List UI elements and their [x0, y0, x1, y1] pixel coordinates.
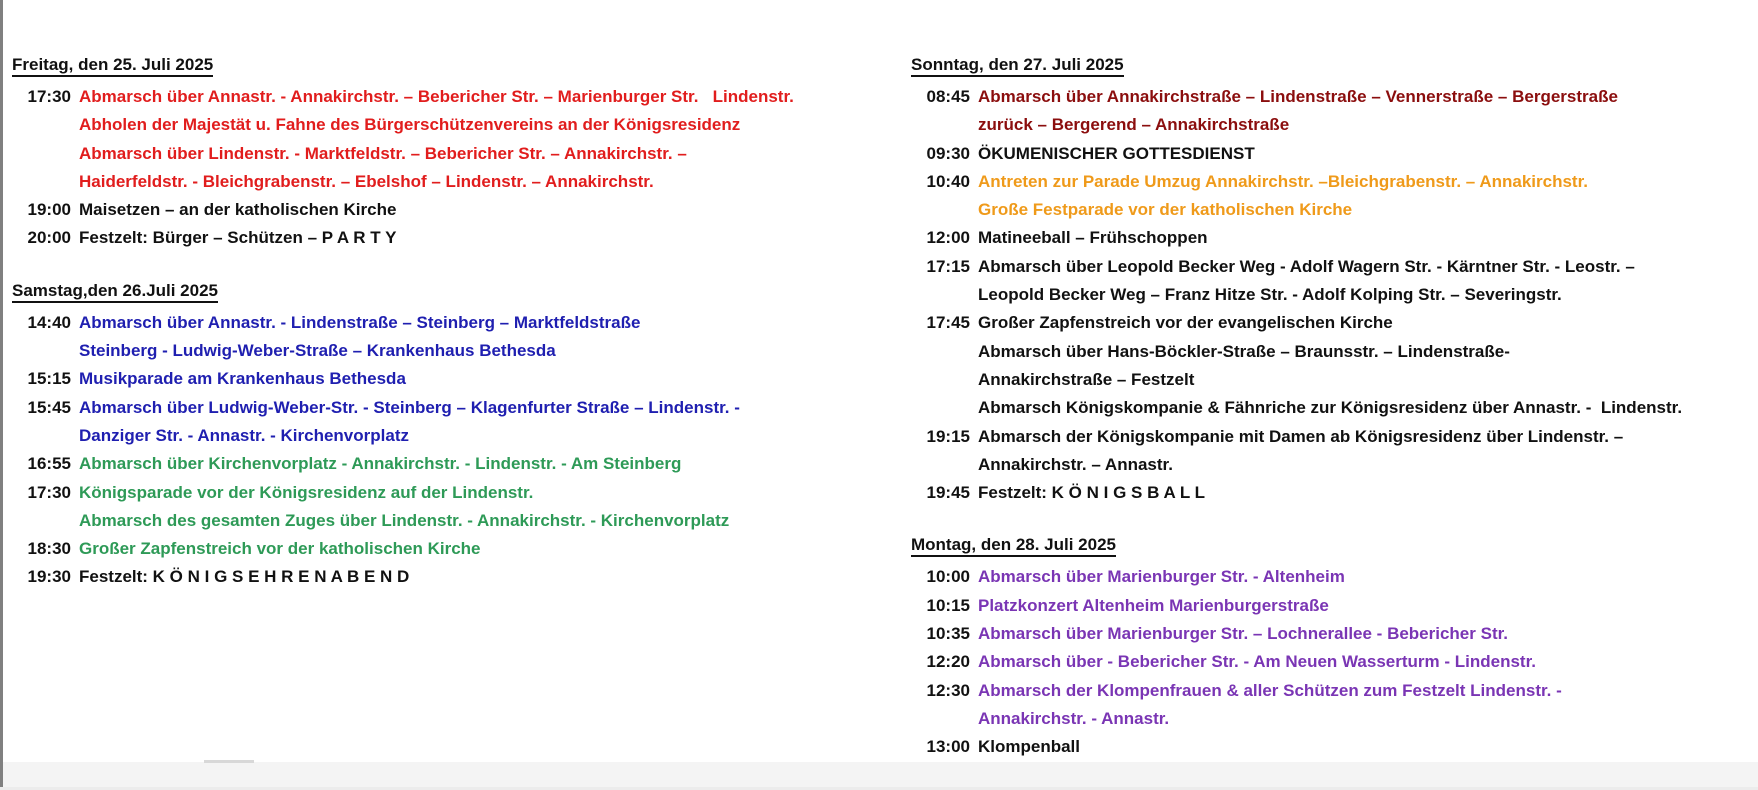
entry-description: [79, 224, 892, 252]
entry-line: Großer Zapfenstreich vor der katholischen Kirche: [79, 539, 481, 559]
schedule-entry: [911, 592, 1756, 620]
entry-description: [79, 394, 892, 451]
entry-description: [79, 196, 892, 224]
schedule-entry: [12, 83, 892, 196]
entry-line: Festzelt: Bürger – Schützen – P A R T Y: [79, 228, 397, 248]
bottom-band: [0, 762, 1758, 787]
entry-time: 10:00: [926, 567, 970, 587]
entry-time: 13:00: [926, 737, 970, 757]
schedule-entry: [12, 479, 892, 536]
entry-line: Leopold Becker Weg – Franz Hitze Str. - Adolf Kolping Str. – Severingstr.: [978, 285, 1562, 305]
entry-time: 17:15: [926, 256, 970, 276]
bottom-mark: [204, 760, 254, 763]
entry-description: [978, 677, 1756, 734]
entry-time: 12:30: [926, 680, 970, 700]
entry-line: Abmarsch über Marienburger Str. – Lochnerallee - Bebericher Str.: [978, 624, 1509, 644]
day-section: [12, 281, 892, 592]
entry-line: Haiderfeldstr. - Bleichgrabenstr. – Ebelshof – Lindenstr. – Annakirchstr.: [79, 171, 654, 191]
entry-time: 17:30: [27, 482, 71, 502]
schedule-entry: [911, 620, 1756, 648]
entry-time: 17:30: [27, 87, 71, 106]
schedule-entry: [12, 224, 892, 252]
entry-time: 17:45: [926, 313, 970, 333]
entry-time: 14:40: [27, 312, 71, 332]
day-heading: Freitag, den 25. Juli 2025: [12, 55, 213, 77]
left-column: [12, 55, 892, 620]
day-heading: Sonntag, den 27. Juli 2025: [911, 55, 1124, 77]
entry-line: Abmarsch über Hans-Böckler-Straße – Braunsstr. – Lindenstraße-: [978, 341, 1510, 361]
entry-description: [978, 140, 1756, 168]
entry-description: [79, 563, 892, 591]
entry-line: Königsparade vor der Königsresidenz auf der Lindenstr.: [79, 482, 534, 502]
entry-time: 18:30: [27, 539, 71, 559]
day-heading: Montag, den 28. Juli 2025: [911, 535, 1116, 557]
entry-time: 10:15: [926, 595, 970, 615]
entry-description: [79, 365, 892, 393]
entry-description: [79, 535, 892, 563]
entry-description: [978, 733, 1756, 761]
entry-line: ÖKUMENISCHER GOTTESDIENST: [978, 143, 1255, 163]
day-section: [12, 55, 892, 253]
entry-time: 16:55: [27, 454, 71, 474]
schedule-entry: [12, 535, 892, 563]
entry-time: 12:00: [926, 228, 970, 248]
schedule-entry: [911, 309, 1756, 422]
entry-description: [79, 479, 892, 536]
schedule-entry: [911, 563, 1756, 591]
right-column: [911, 55, 1756, 790]
day-section: [911, 55, 1756, 507]
entry-time: 20:00: [27, 228, 71, 248]
entry-time: 10:40: [926, 171, 970, 191]
schedule-entry: [911, 733, 1756, 761]
schedule-entry: [12, 365, 892, 393]
schedule-entry: [911, 677, 1756, 734]
entry-time: 08:45: [926, 87, 970, 106]
entry-line: Abmarsch über Annastr. - Annakirchstr. – Bebericher Str. – Marienburger Str. Lindenstr.: [79, 87, 794, 106]
entry-line: Annakirchstr. – Annastr.: [978, 454, 1173, 474]
schedule-entry: [911, 648, 1756, 676]
entry-line: Abmarsch über Lindenstr. - Marktfeldstr. – Bebericher Str. – Annakirchstr. –: [79, 143, 687, 163]
schedule-entry: [911, 224, 1756, 252]
entry-time: 19:45: [926, 483, 970, 503]
schedule-entry: [911, 168, 1756, 225]
entry-line: Danziger Str. - Annastr. - Kirchenvorplatz: [79, 425, 409, 445]
schedule-entry: [12, 563, 892, 591]
entry-time: 10:35: [926, 624, 970, 644]
entry-description: [978, 563, 1756, 591]
entry-line: Große Festparade vor der katholischen Kirche: [978, 200, 1353, 220]
entry-description: [978, 309, 1756, 422]
entry-line: Abmarsch über Annastr. - Lindenstraße – Steinberg – Marktfeldstraße: [79, 312, 641, 332]
entry-time: 19:30: [27, 567, 71, 587]
left-edge-border: [0, 0, 3, 787]
entry-time: 19:15: [926, 426, 970, 446]
entry-line: Annakirchstraße – Festzelt: [978, 369, 1195, 389]
entry-line: zurück – Bergerend – Annakirchstraße: [978, 115, 1290, 135]
schedule-entry: [911, 140, 1756, 168]
entry-line: Abmarsch über Kirchenvorplatz - Annakirchstr. - Lindenstr. - Am Steinberg: [79, 454, 682, 474]
day-heading: Samstag,den 26.Juli 2025: [12, 281, 218, 303]
entry-time: 15:45: [27, 397, 71, 417]
schedule-entry: [911, 479, 1756, 507]
entry-line: Abmarsch über Annakirchstraße – Lindenstraße – Vennerstraße – Bergerstraße: [978, 87, 1618, 106]
entry-description: [79, 83, 892, 196]
entry-description: [978, 423, 1756, 480]
entry-line: Steinberg - Ludwig-Weber-Straße – Krankenhaus Bethesda: [79, 341, 556, 361]
entry-line: Abmarsch über Ludwig-Weber-Str. - Steinberg – Klagenfurter Straße – Lindenstr. -: [79, 397, 740, 417]
schedule-entry: [911, 423, 1756, 480]
entry-line: Abmarsch der Königskompanie mit Damen ab Königsresidenz über Lindenstr. –: [978, 426, 1624, 446]
schedule-entry: [12, 450, 892, 478]
entry-description: [978, 479, 1756, 507]
entry-line: Matineeball – Frühschoppen: [978, 228, 1208, 248]
entry-line: Maisetzen – an der katholischen Kirche: [79, 200, 397, 220]
entry-time: 19:00: [27, 200, 71, 220]
entry-line: Großer Zapfenstreich vor der evangelischen Kirche: [978, 313, 1393, 333]
entry-line: Annakirchstr. - Annastr.: [978, 708, 1170, 728]
entry-line: Abmarsch Königskompanie & Fähnriche zur Königsresidenz über Annastr. - Lindenstr.: [978, 398, 1683, 418]
entry-description: [978, 592, 1756, 620]
schedule-entry: [911, 83, 1756, 140]
entry-description: [978, 648, 1756, 676]
entry-time: 09:30: [926, 143, 970, 163]
entry-line: Abmarsch über - Bebericher Str. - Am Neuen Wasserturm - Lindenstr.: [978, 652, 1536, 672]
entry-line: Festzelt: K Ö N I G S E H R E N A B E N D: [79, 567, 410, 587]
entry-line: Platzkonzert Altenheim Marienburgerstraße: [978, 595, 1329, 615]
schedule-entry: [911, 253, 1756, 310]
entry-time: 12:20: [926, 652, 970, 672]
entry-line: Festzelt: K Ö N I G S B A L L: [978, 483, 1206, 503]
entry-description: [978, 168, 1756, 225]
day-section: [911, 535, 1756, 761]
entry-description: [978, 224, 1756, 252]
entry-description: [978, 83, 1756, 140]
entry-description: [978, 253, 1756, 310]
entry-line: Abmarsch über Leopold Becker Weg - Adolf Wagern Str. - Kärntner Str. - Leostr. –: [978, 256, 1635, 276]
schedule-entry: [12, 309, 892, 366]
entry-line: Abmarsch über Marienburger Str. - Altenheim: [978, 567, 1345, 587]
entry-line: Abholen der Majestät u. Fahne des Bürgerschützenvereins an der Königsresidenz: [79, 115, 741, 135]
entry-line: Antreten zur Parade Umzug Annakirchstr. –Bleichgrabenstr. – Annakirchstr.: [978, 171, 1588, 191]
entry-line: Musikparade am Krankenhaus Bethesda: [79, 369, 406, 389]
entry-line: Klompenball: [978, 737, 1081, 757]
entry-description: [79, 450, 892, 478]
entry-line: Abmarsch der Klompenfrauen & aller Schützen zum Festzelt Lindenstr. -: [978, 680, 1562, 700]
entry-line: Abmarsch des gesamten Zuges über Lindenstr. - Annakirchstr. - Kirchenvorplatz: [79, 510, 730, 530]
entry-description: [978, 620, 1756, 648]
entry-time: 15:15: [27, 369, 71, 389]
schedule-entry: [12, 196, 892, 224]
schedule-entry: [12, 394, 892, 451]
entry-description: [79, 309, 892, 366]
